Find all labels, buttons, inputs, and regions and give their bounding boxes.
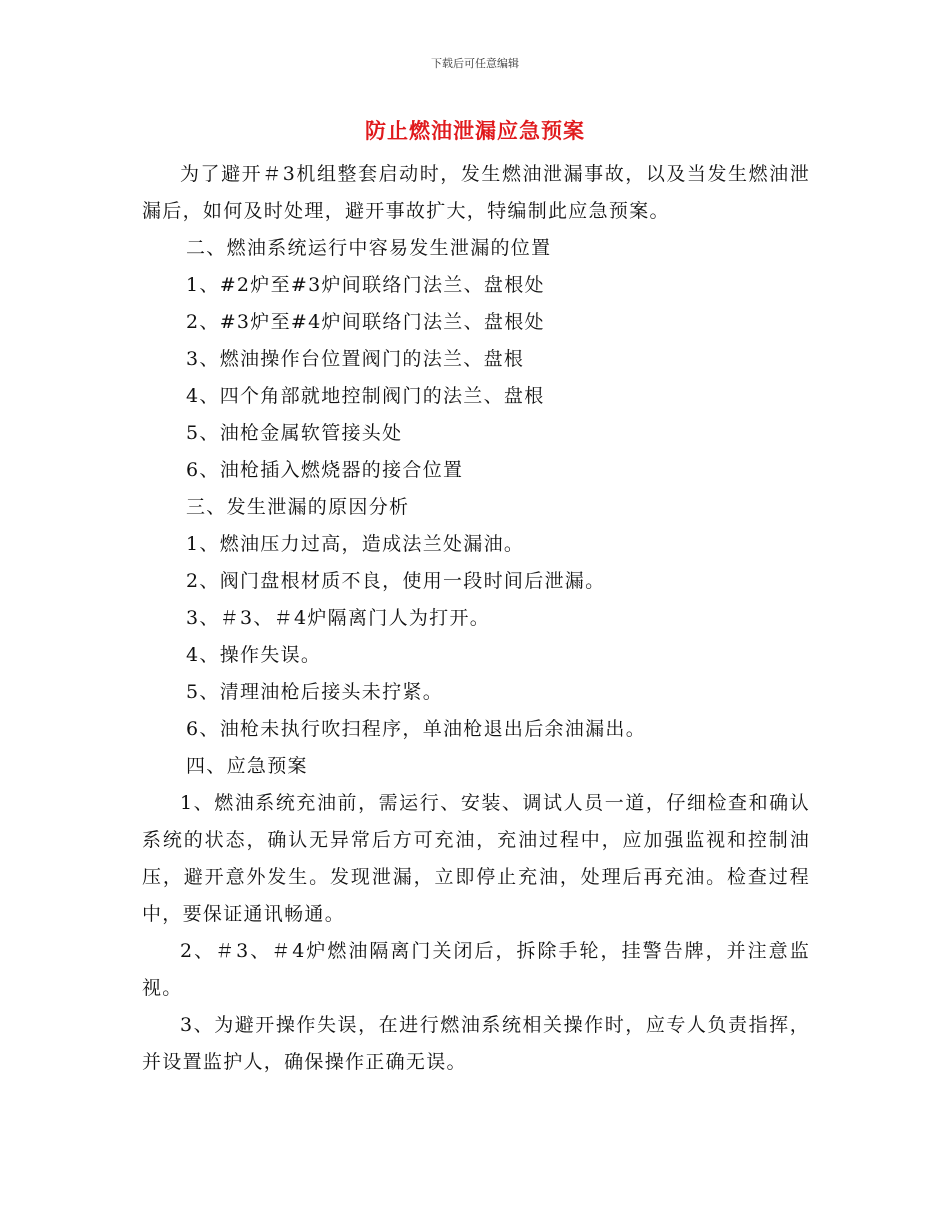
- section-heading-4: 四、应急预案: [186, 755, 308, 777]
- plan-paragraph: 3、为避开操作失误，在进行燃油系统相关操作时，应专人负责指挥，并设置监护人，确保操作正确无误。: [142, 1014, 810, 1073]
- list-item: 5、清理油枪后接头未拧紧。: [186, 681, 443, 703]
- intro-paragraph: 为了避开＃3机组整套启动时，发生燃油泄漏事故，以及当发生燃油泄漏后，如何及时处理，避开事故扩大，特编制此应急预案。: [142, 163, 810, 222]
- list-item: 1、#2炉至#3炉间联络门法兰、盘根处: [186, 274, 545, 296]
- section-heading-3: 三、发生泄漏的原因分析: [186, 496, 410, 518]
- list-item: 2、阀门盘根材质不良，使用一段时间后泄漏。: [186, 570, 606, 592]
- header-note: 下载后可任意编辑: [431, 57, 519, 70]
- list-item: 2、#3炉至#4炉间联络门法兰、盘根处: [186, 311, 545, 333]
- list-item: 4、四个角部就地控制阀门的法兰、盘根: [186, 385, 545, 407]
- section-heading-2: 二、燃油系统运行中容易发生泄漏的位置: [186, 237, 552, 259]
- document-body: [142, 156, 810, 1081]
- document-title: 防止燃油泄漏应急预案: [365, 119, 585, 143]
- list-item: 3、＃3、＃4炉隔离门人为打开。: [186, 607, 491, 629]
- plan-paragraph: 2、＃3、＃4炉燃油隔离门关闭后，拆除手轮，挂警告牌，并注意监视。: [142, 940, 810, 999]
- list-item: 5、油枪金属软管接头处: [186, 422, 403, 444]
- plan-paragraph: 1、燃油系统充油前，需运行、安装、调试人员一道，仔细检查和确认系统的状态，确认无异常后方可充油，充油过程中，应加强监视和控制油压，避开意外发生。发现泄漏，立即停止充油，处理后再充油。检查过程中，要保证通讯畅通。: [142, 792, 810, 925]
- list-item: 4、操作失误。: [186, 644, 322, 666]
- list-item: 6、油枪插入燃烧器的接合位置: [186, 459, 464, 481]
- list-item: 1、燃油压力过高，造成法兰处漏油。: [186, 533, 525, 555]
- list-item: 6、油枪未执行吹扫程序，单油枪退出后余油漏出。: [186, 718, 646, 740]
- list-item: 3、燃油操作台位置阀门的法兰、盘根: [186, 348, 525, 370]
